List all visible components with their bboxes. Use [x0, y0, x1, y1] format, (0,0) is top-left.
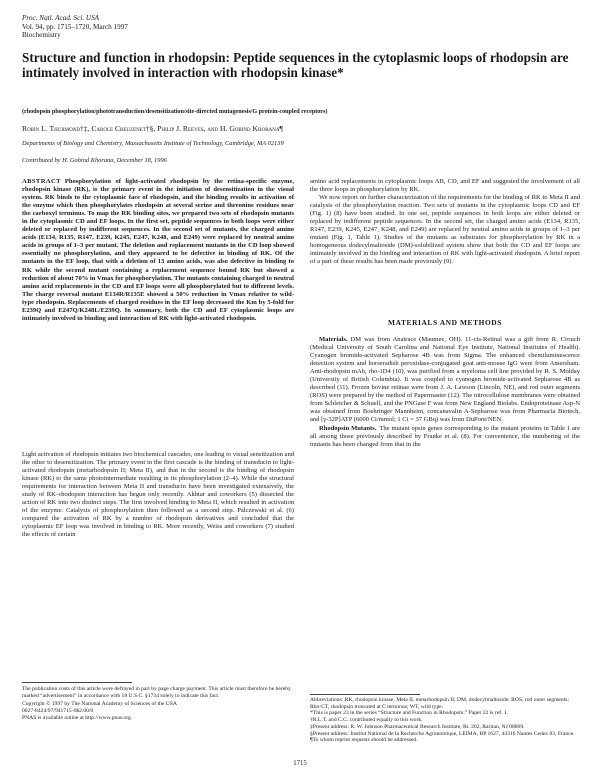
journal-volume: Vol. 94, pp. 1715–1720, March 1997 — [22, 22, 128, 31]
footnote-rule-right — [310, 694, 420, 695]
intro-paragraph: Light activation of rhodopsin initiates two biochemical cascades, one leading to visual sensitization and the other to desensitization. The primary event in the first cascade is the binding of transducin to light-activated rhodopsin (metarhodopsin II; Meta II), and that in the second is the binding of rhodopsin kinase (RK) to the same photointermediate resulting in its phosphorylation (2–4). While the structural requirements for interaction between Meta II and transducin have been investigated extensively, the study of RK–rhodopsin interaction has begun only recently. Akhtar and coworkers (5) dissected the action of RK into two distinct steps. The first involved binding to Meta II, which resulted in activation of the enzyme. Catalysis of phosphorylation then followed as a second step. Palczewski et al. (6) compared the activation of RK by a number of rhodopsin derivatives and concluded that the cytoplasmic EF loop was involved in binding to RK. More recently, Weiss and coworkers (7) studied the effects of certain — [22, 451, 294, 539]
author-list: Robin L. Thurmond†‡, Carole Creuzenet†§, Philip J. Reeves, and H. Gobind Khorana¶ — [22, 124, 283, 133]
issn-note: 0027-8424/97/941715-6$2.00/0 — [22, 708, 94, 715]
online-note: PNAS is available online at http://www.pnas.org. — [22, 714, 133, 721]
publication-cost-note: The publication costs of this article were defrayed in part by page charge payment. This article must therefore be hereby marked “advertisement” in accordance with 18 U.S.C. §1734 solely to indicate this fact. — [22, 686, 291, 699]
series-note: *This is paper 23 in the series “Structure and Function in Rhodopsin.” Paper 22 is ref. 1. — [310, 710, 509, 717]
contributed-by: Contributed by H. Gobind Khorana, December 18, 1996 — [22, 157, 167, 164]
abstract-text: Phosphorylation of light-activated rhodopsin by the retina-specific enzyme, rhodopsin kinase (RK), is the primary event in the initiation of desensitization in the visual system. RK binds to the cytoplasmic face of rhodopsin, and the binding results in activation of the enzyme which then phosphorylates rhodopsin at several serine and threonine residues near the carboxyl terminus. To map the RK binding sites, we prepared two sets of rhodopsin mutants in the cytoplasmic CD and EF loops. In the first set, peptide sequences in both loops were either deleted or replaced by indifferent sequences. In the second set of mutants, the charged amino acids (E134, R135, R147, E239, K245, E247, K248, and E249) were replaced by neutral amino acids in groups of 1–3 per mutant. The deletion and replacement mutants in the CD loop showed essentially no phosphorylation, and they appeared to be defective in binding of RK. Of the mutants in the EF loop, that with a deletion of 13 amino acids, was also defective in binding to RK while the second mutant containing a replacement sequence bound RK but showed a reduction of about 70% in Vmax for phosphorylation. The mutants containing charged to neutral amino acid replacements in the CD and EF loops were all phosphorylated but to different levels. The charge reversal mutant E134R/R135E showed a 50% reduction in Vmax relative to wild-type rhodopsin. Replacements of charged residues in the EF loop decreased the Km by 5-fold for E239Q and E247Q/K248L/E239Q. In summary, both the CD and EF cytoplasmic loops are intimately involved in binding and interaction of RK with light-activated rhodopsin. — [22, 178, 294, 322]
introduction — [22, 451, 294, 540]
abstract — [22, 178, 294, 323]
reprint-note: ¶To whom reprint requests should be addressed. — [310, 737, 418, 744]
copyright-note: Copyright © 1997 by The National Academy of Sciences of the USA — [22, 701, 177, 708]
footnote-right — [310, 697, 580, 744]
page-number: 1715 — [293, 760, 307, 767]
abstract-label: ABSTRACT — [22, 178, 61, 185]
intro-cont-paragraph-2: We now report on further characterization of the requirements for the binding of RK to Meta II and catalysis of the phosphorylation reaction. Two sets of mutants in the cytoplasmic loops CD and EF (Fig. 1) (8) have been studied. In one set, peptide sequences in both loops are either deleted or replaced by indifferent peptide sequences. In the second set, the charged amino acids (E134, R135, R147, E239, K245, E247, K248, and E249) are replaced by neutral amino acids in groups of 1–3 per mutant (Fig. 1, Table 1). Studies of the mutants as substrates for phosphorylation by RK in a homogeneous dodecylmaltoside (DM)-solubilized system show that both the CD and EF loops are intimately involved in the binding and interaction of RK with light-activated rhodopsin. A brief report of a part of these results has been made previously (9). — [310, 194, 580, 266]
abbreviations-note: Abbreviations: RK, rhodopsin kinase; Meta II, metarhodopsin II; DM, dodecylmaltoside; ROS, rod outer segments; Rho-CT, rhodopsin truncated at C terminus; WT, wild type. — [310, 697, 569, 710]
affiliation: Departments of Biology and Chemistry, Massachusetts Institute of Technology, Cambridge, MA 02139 — [22, 140, 284, 147]
intro-continued — [310, 178, 580, 267]
intro-cont-paragraph-1: amino acid replacements in cytoplasmic loops AB, CD, and EF and suggested the involvement of all the three loops in phosphorylation by RK. — [310, 178, 580, 194]
methods-heading: MATERIALS AND METHODS — [388, 318, 502, 327]
present-address-1: ‡Present address: R. W. Johnson Pharmaceutical Research Institute, Rt. 202, Raritan, NJ 08869. — [310, 723, 525, 730]
materials-text: DM was from Anatrace (Maumee, OH). 11-cis-Retinal was a gift from R. Crouch (Medical University of South Carolina and National Eye Institute, National Institutes of Health). Cyanogen bromide-activated Sepharose 4B was from Sigma. The enhanced chemiluminescence detection system and horseradish peroxidase-conjugated goat anti-mouse IgG were from Amersham. Anti-rhodopsin mAb, rho-1D4 (10), was purified from a myeloma cell line provided by R. S. Molday (University of British Columbia). It was coupled to cyanogen bromide-activated Sepharose 4B as described (11). Frozen bovine retinae were from J. A. Lawson (Lincoln, NE), and rod outer segments (ROS) were prepared by the method of Papermaster (12). The nitrocellulose membranes were obtained from Schleicher & Schuell, and the PNGase F was from New England Biolabs. Endoproteinase Asp-N was obtained from Boehringer Mannheim, concanavalin A-Sepharose was from Pharmacia Biotech, and [γ-32P]ATP (6000 Ci/mmol; 1 Ci = 37 GBq) was from DuPont/NEN. — [310, 336, 580, 424]
footnote-rule-left — [22, 682, 132, 683]
journal-header — [22, 14, 128, 40]
keywords: (rhodopsin phosphorylation/phototransduction/desensitization/site-directed mutagenesis/G protein-coupled receptors) — [22, 108, 328, 115]
journal-name: Proc. Natl. Acad. Sci. USA — [22, 14, 100, 22]
footnote-left — [22, 686, 294, 722]
present-address-2: §Present address: Institut National de la Recherche Agronomique, LEIMA, BP 1627, 44316 Nantes Cedex 03, France. — [310, 730, 575, 737]
methods-section — [310, 336, 580, 449]
journal-section: Biochemistry — [22, 31, 61, 40]
article-title: Structure and function in rhodopsin: Peptide sequences in the cytoplasmic loops of rhodopsin are intimately involved in interaction with rhodopsin kinase* — [22, 50, 569, 80]
materials-label: Materials. — [319, 336, 348, 343]
mutants-text: The mutant opsin genes corresponding to the mutant proteins in Table 1 are all among those previously described by Franke et al. (8). For convenience, the numbering of the mutants has been changed from that in the — [310, 424, 580, 448]
mutants-label: Rhodopsin Mutants. — [319, 424, 377, 432]
equal-contribution-note: †R.L.T. and C.C. contributed equally to this work. — [310, 717, 423, 724]
